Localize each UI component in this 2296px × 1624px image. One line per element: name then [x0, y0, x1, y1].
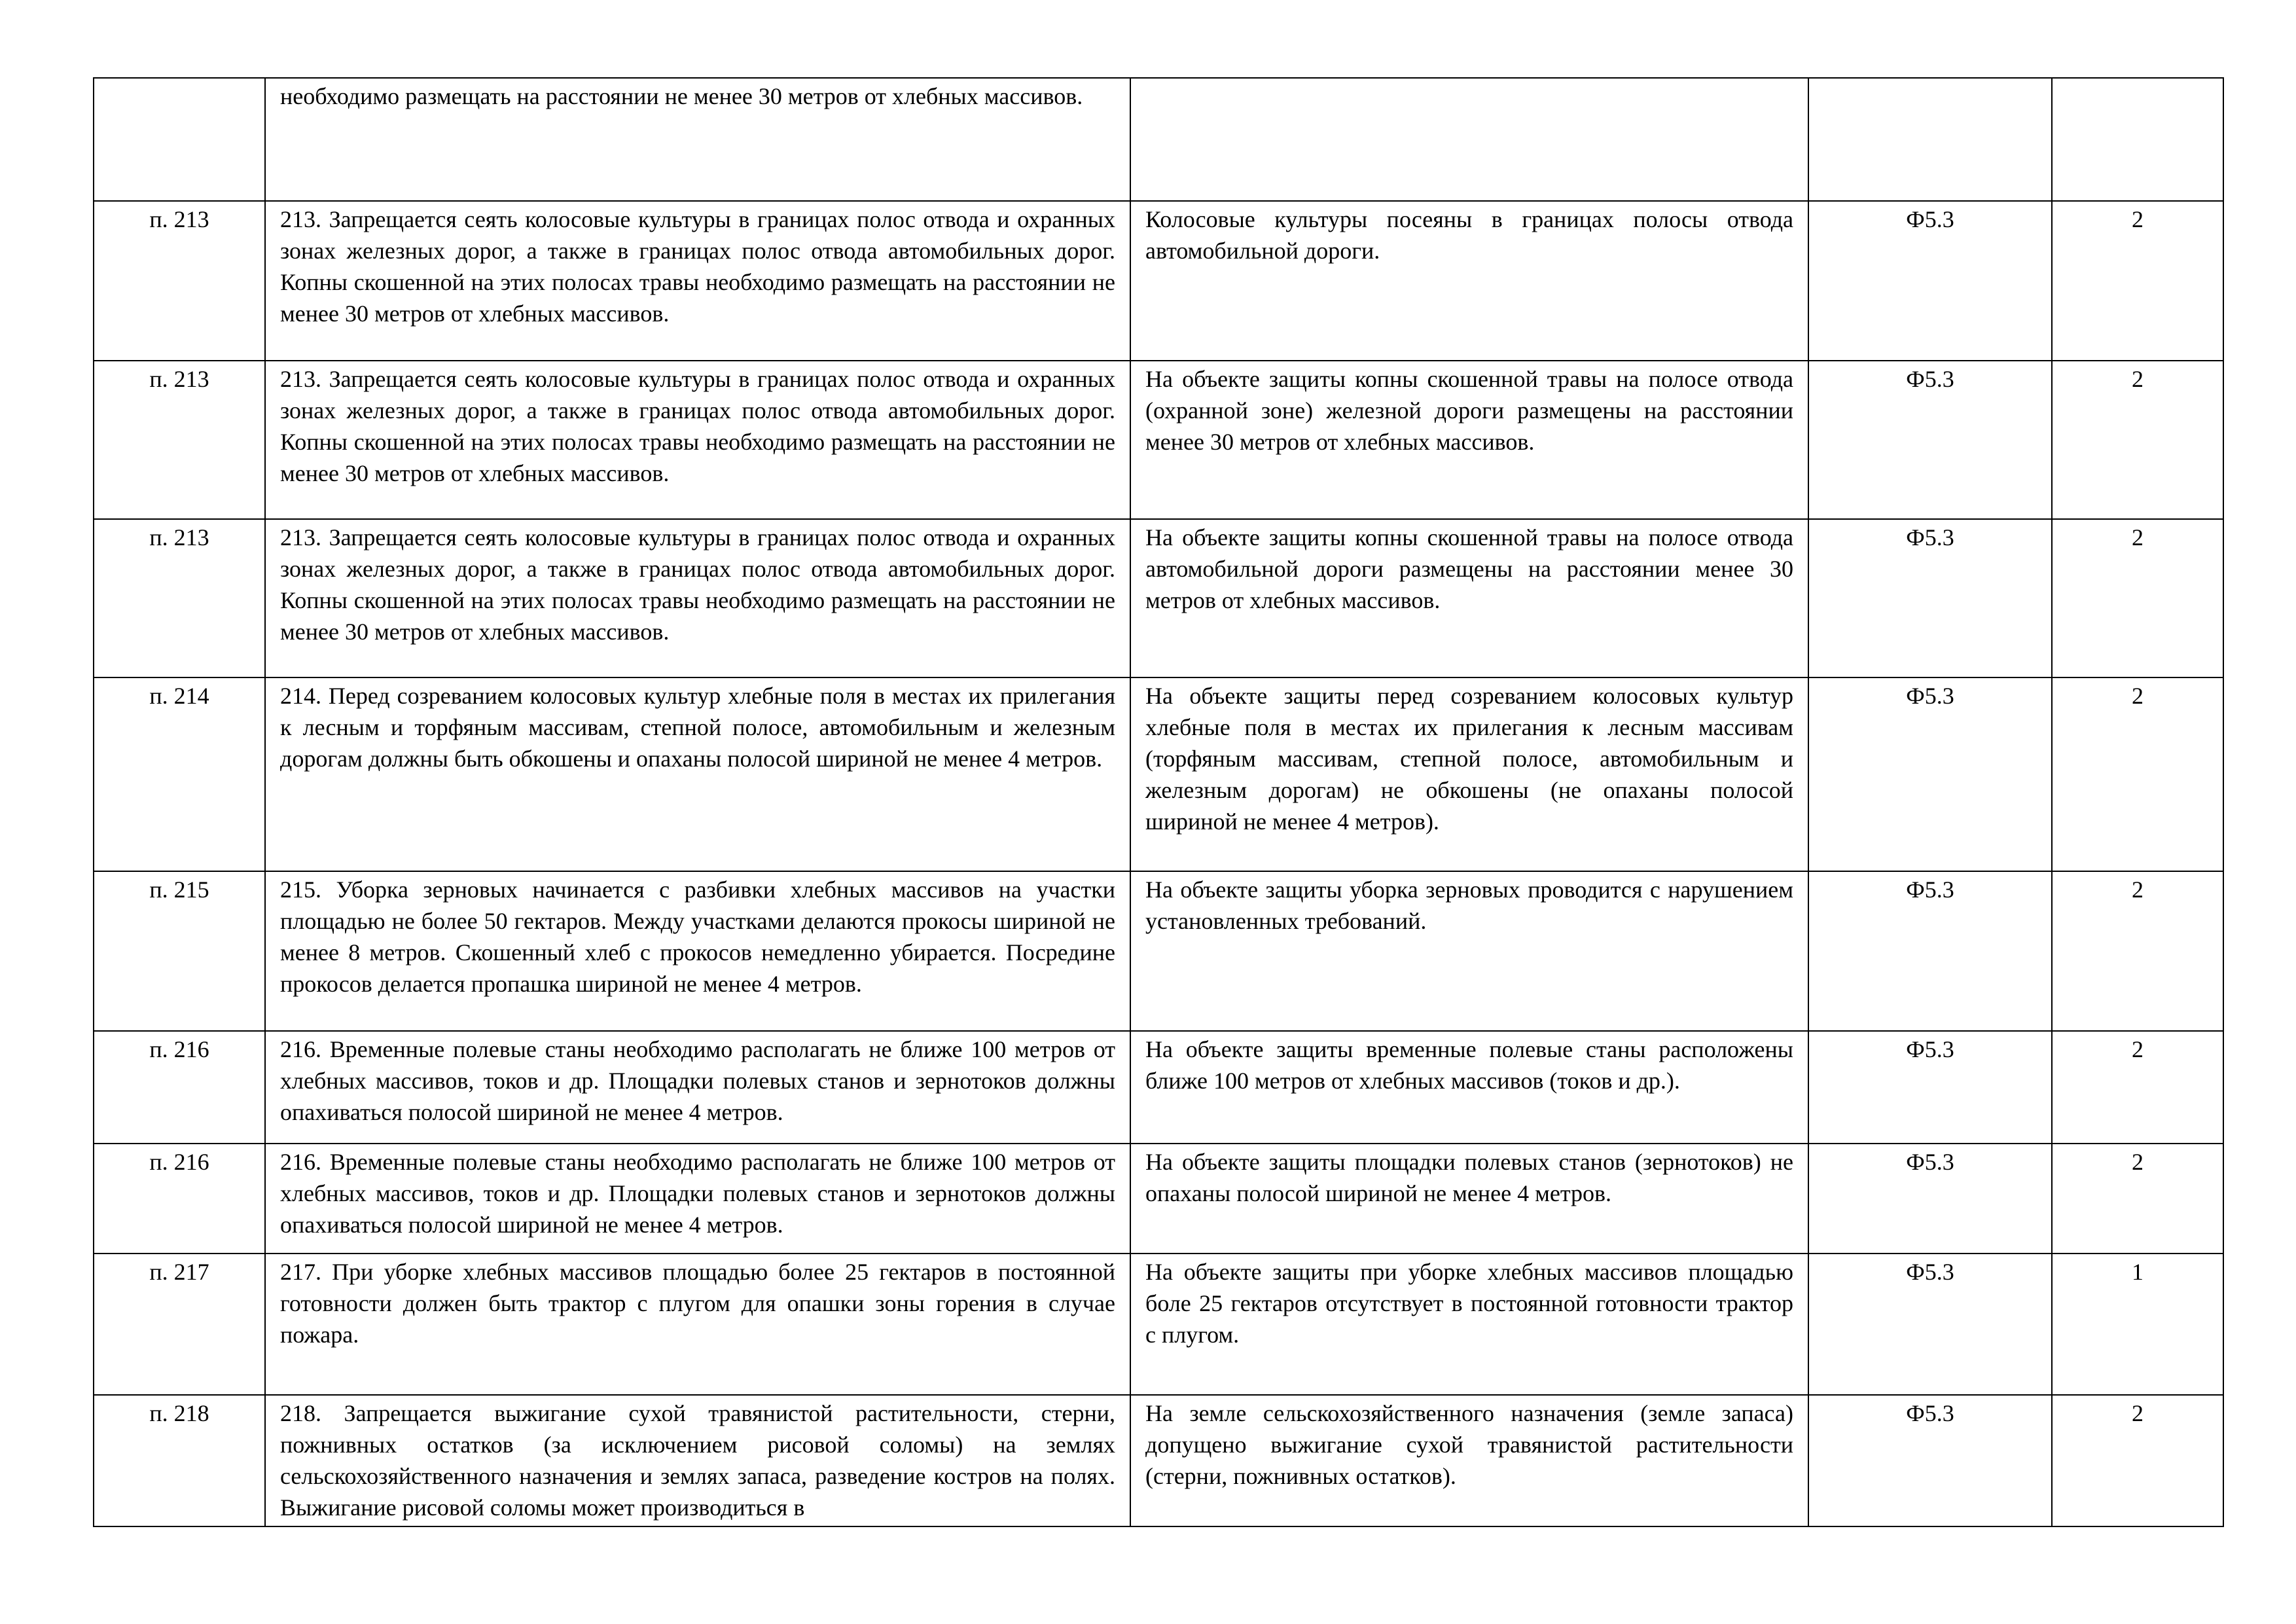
count-cell: 2 [2052, 519, 2223, 677]
table-row [94, 1254, 2223, 1395]
code-cell: Ф5.3 [1808, 677, 2052, 871]
table-row [94, 201, 2223, 361]
count-cell: 1 [2052, 1254, 2223, 1395]
ref-cell: п. 213 [94, 361, 265, 519]
ref-cell: п. 215 [94, 871, 265, 1031]
count-cell: 2 [2052, 1144, 2223, 1254]
code-cell: Ф5.3 [1808, 361, 2052, 519]
violation-cell: На объекте защиты копны скошенной травы на полосе отвода автомобильной дороги размещены на расстоянии менее 30 метров от хлебных массивов. [1130, 519, 1808, 677]
ref-cell: п. 213 [94, 201, 265, 361]
code-cell: Ф5.3 [1808, 201, 2052, 361]
requirement-cell: 213. Запрещается сеять колосовые культуры в границах полос отвода и охранных зонах железных дорог, а также в границах полос отвода автомобильных дорог. Копны скошенной на этих полосах травы необходимо размещать на расстоянии не менее 30 метров от хлебных массивов. [265, 201, 1130, 361]
ref-cell: п. 214 [94, 677, 265, 871]
violation-cell: На объекте защиты перед созреванием колосовых культур хлебные поля в местах их прилегания к лесным массивам (торфяным массивам, степной полосе, автомобильным и железным дорогам) не обкошены (не опаханы полосой шириной не менее 4 метров). [1130, 677, 1808, 871]
violation-cell: На объекте защиты временные полевые станы расположены ближе 100 метров от хлебных массивов (токов и др.). [1130, 1031, 1808, 1144]
count-cell: 2 [2052, 361, 2223, 519]
requirement-cell: 218. Запрещается выжигание сухой травянистой растительности, стерни, пожнивных остатков (за исключением рисовой соломы) на землях сельскохозяйственного назначения и землях запаса, разведение костров на полях. Выжигание рисовой соломы может производиться в [265, 1395, 1130, 1526]
violation-cell: Колосовые культуры посеяны в границах полосы отвода автомобильной дороги. [1130, 201, 1808, 361]
code-cell: Ф5.3 [1808, 871, 2052, 1031]
code-cell [1808, 78, 2052, 201]
ref-cell [94, 78, 265, 201]
code-cell: Ф5.3 [1808, 1254, 2052, 1395]
table-row [94, 519, 2223, 677]
requirement-cell: 215. Уборка зерновых начинается с разбивки хлебных массивов на участки площадью не более 50 гектаров. Между участками делаются прокосы шириной не менее 8 метров. Скошенный хлеб с прокосов немедленно убирается. Посредине прокосов делается пропашка шириной не менее 4 метров. [265, 871, 1130, 1031]
ref-cell: п. 216 [94, 1144, 265, 1254]
violations-table [93, 77, 2224, 1527]
requirement-cell: 216. Временные полевые станы необходимо располагать не ближе 100 метров от хлебных массивов, токов и др. Площадки полевых станов и зернотоков должны опахиваться полосой шириной не менее 4 метров. [265, 1144, 1130, 1254]
ref-cell: п. 218 [94, 1395, 265, 1526]
requirement-cell: 216. Временные полевые станы необходимо располагать не ближе 100 метров от хлебных массивов, токов и др. Площадки полевых станов и зернотоков должны опахиваться полосой шириной не менее 4 метров. [265, 1031, 1130, 1144]
code-cell: Ф5.3 [1808, 1144, 2052, 1254]
table-row [94, 1144, 2223, 1254]
count-cell [2052, 78, 2223, 201]
requirement-cell: 213. Запрещается сеять колосовые культуры в границах полос отвода и охранных зонах железных дорог, а также в границах полос отвода автомобильных дорог. Копны скошенной на этих полосах травы необходимо размещать на расстоянии не менее 30 метров от хлебных массивов. [265, 361, 1130, 519]
table-row [94, 1031, 2223, 1144]
table-row [94, 677, 2223, 871]
count-cell: 2 [2052, 871, 2223, 1031]
violation-cell: На объекте защиты площадки полевых станов (зернотоков) не опаханы полосой шириной не менее 4 метров. [1130, 1144, 1808, 1254]
requirement-cell: 213. Запрещается сеять колосовые культуры в границах полос отвода и охранных зонах железных дорог, а также в границах полос отвода автомобильных дорог. Копны скошенной на этих полосах травы необходимо размещать на расстоянии не менее 30 метров от хлебных массивов. [265, 519, 1130, 677]
ref-cell: п. 213 [94, 519, 265, 677]
table-row [94, 78, 2223, 201]
count-cell: 2 [2052, 1395, 2223, 1526]
code-cell: Ф5.3 [1808, 519, 2052, 677]
requirement-cell: необходимо размещать на расстоянии не менее 30 метров от хлебных массивов. [265, 78, 1130, 201]
table-row [94, 1395, 2223, 1526]
violation-cell: На объекте защиты копны скошенной травы на полосе отвода (охранной зоне) железной дороги размещены на расстоянии менее 30 метров от хлебных массивов. [1130, 361, 1808, 519]
requirement-cell: 217. При уборке хлебных массивов площадью более 25 гектаров в постоянной готовности должен быть трактор с плугом для опашки зоны горения в случае пожара. [265, 1254, 1130, 1395]
count-cell: 2 [2052, 201, 2223, 361]
count-cell: 2 [2052, 1031, 2223, 1144]
violation-cell: На земле сельскохозяйственного назначения (земле запаса) допущено выжигание сухой травянистой растительности (стерни, пожнивных остатков). [1130, 1395, 1808, 1526]
ref-cell: п. 217 [94, 1254, 265, 1395]
count-cell: 2 [2052, 677, 2223, 871]
table-body [94, 78, 2223, 1526]
requirement-cell: 214. Перед созреванием колосовых культур хлебные поля в местах их прилегания к лесным и торфяным массивам, степной полосе, автомобильным и железным дорогам должны быть обкошены и опаханы полосой шириной не менее 4 метров. [265, 677, 1130, 871]
violation-cell [1130, 78, 1808, 201]
violation-cell: На объекте защиты при уборке хлебных массивов площадью боле 25 гектаров отсутствует в постоянной готовности трактор с плугом. [1130, 1254, 1808, 1395]
violation-cell: На объекте защиты уборка зерновых проводится с нарушением установленных требований. [1130, 871, 1808, 1031]
table-row [94, 361, 2223, 519]
code-cell: Ф5.3 [1808, 1031, 2052, 1144]
table-row [94, 871, 2223, 1031]
code-cell: Ф5.3 [1808, 1395, 2052, 1526]
ref-cell: п. 216 [94, 1031, 265, 1144]
